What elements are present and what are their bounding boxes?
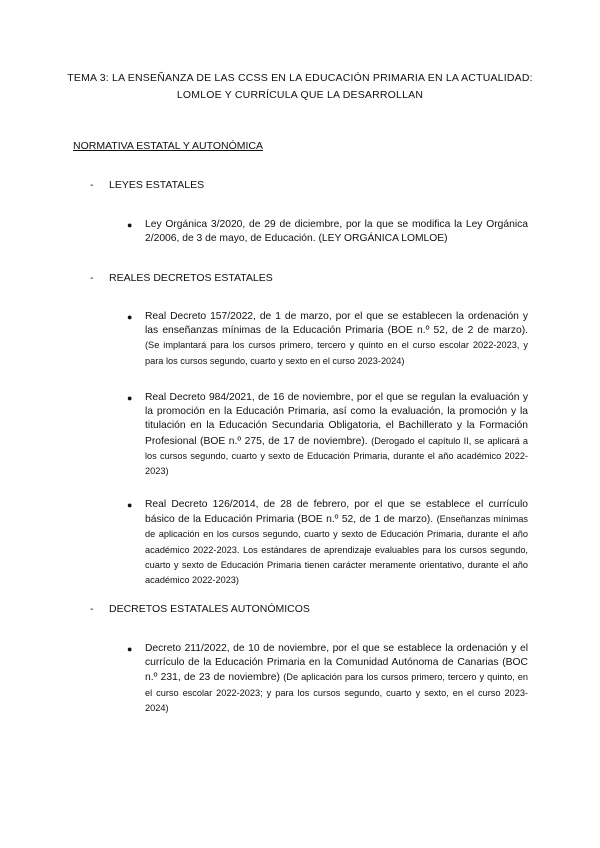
list-item-note: (Enseñanzas mínimas de aplicación en los cursos segundo, cuarto y sexto de Educación Primaria, durante el año académico 2022-2023. Los estándares de aprendizaje evaluables para los cursos segundo, cuarto y sexto de Educación Primaria tienen carácter meramente orientativo, durante el año académico 2022-2023) [145,514,528,586]
list-item-note: (De aplicación para los cursos primero, tercero y quinto, en el curso escolar 2022-2023; y para los cursos segundo, cuarto y sexto, en el curso 2023-2024) [145,672,528,713]
list-dash: - [90,603,94,615]
category-reales-decretos: REALES DECRETOS ESTATALES [109,272,273,284]
bullet-icon: ● [127,220,133,230]
list-item-decreto-211-2022 [145,642,528,716]
list-item-rd-126-2014 [145,498,528,588]
list-item-main-text: Real Decreto 984/2021, de 16 de noviembre, por el que se regulan la evaluación y la promoción en la Educación Primaria, así como la evaluación, la promoción y la titulación en la Educación Secundaria Obligatoria, el Bachillerato y la Formación Profesional (BOE n.º 275, de 17 de noviembre). [145,392,528,447]
bullet-icon: ● [127,393,133,403]
document-title-line-1: TEMA 3: LA ENSEÑANZA DE LAS CCSS EN LA EDUCACIÓN PRIMARIA EN LA ACTUALIDAD: [67,72,533,84]
list-item-main-text: Real Decreto 126/2014, de 28 de febrero, por el que se establece el currículo básico de la Educación Primaria (BOE n.º 52, de 1 de marzo). [145,499,528,526]
list-item-note: (Se implantará para los cursos primero, tercero y quinto en el curso escolar 2022-2023, y para los cursos segundo, cuarto y sexto en el curso 2023-2024) [145,340,528,366]
list-item-main-text: Real Decreto 157/2022, de 1 de marzo, por el que se establecen la ordenación y las enseñanzas mínimas de la Educación Primaria (BOE n.º 52, de 2 de marzo). [145,311,528,337]
list-item-ley-organica [145,218,528,246]
section-heading: NORMATIVA ESTATAL Y AUTONÓMICA [73,140,264,152]
list-item-main-text: Ley Orgánica 3/2020, de 29 de diciembre, por la que se modifica la Ley Orgánica 2/2006, de 3 de mayo, de Educación. (LEY ORGÁNICA LOMLOE) [145,219,528,245]
list-item-rd-984-2021 [145,391,528,479]
list-item-main-text: Decreto 211/2022, de 10 de noviembre, por el que se establece la ordenación y el currículo de la Educación Primaria en la Comunidad Autónoma de Canarias (BOC n.º 231, de 23 de noviembre) [145,643,528,684]
bullet-icon: ● [127,312,133,322]
list-dash: - [90,179,94,191]
category-leyes-estatales: LEYES ESTATALES [109,179,205,191]
list-item-note: (Derogado el capítulo II, se aplicará a los cursos segundo, cuarto y sexto de Educación Primaria, durante el año académico 2022-2023) [145,435,528,477]
list-dash: - [90,272,94,284]
bullet-icon: ● [127,644,133,654]
document-title-line-2: LOMLOE Y CURRÍCULA QUE LA DESARROLLAN [176,89,424,101]
bullet-icon: ● [127,500,133,510]
category-decretos-autonomicos: DECRETOS ESTATALES AUTONÓMICOS [109,603,310,615]
list-item-rd-157-2022 [145,310,528,369]
